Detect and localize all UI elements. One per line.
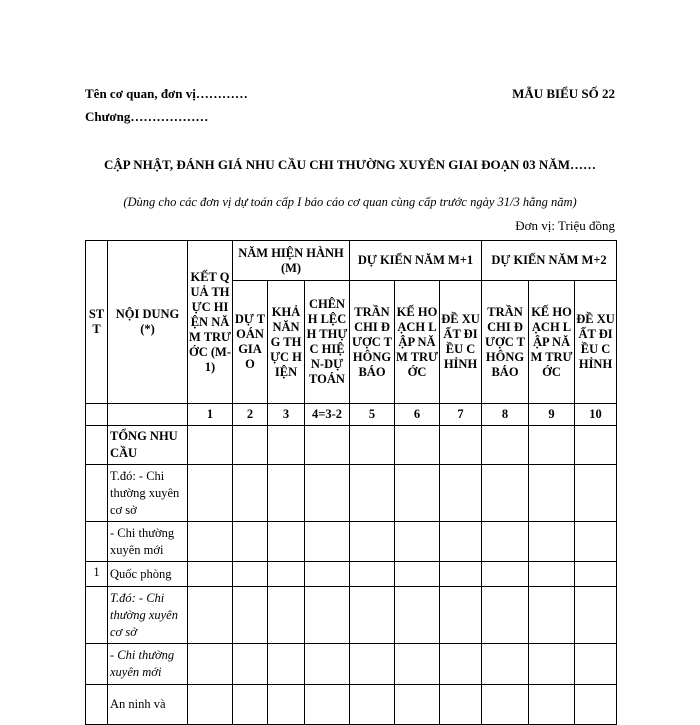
col-m2-proposal-header: ĐỀ XUẤT ĐIỀU CHỈNH (575, 281, 617, 404)
data-cell (482, 562, 529, 587)
table-row (86, 587, 617, 644)
col-number: 9 (529, 404, 575, 426)
data-cell (350, 644, 395, 685)
data-cell (575, 522, 617, 562)
data-cell (575, 587, 617, 644)
header-row-1 (86, 241, 617, 281)
data-cell (395, 644, 440, 685)
col-number: 2 (233, 404, 268, 426)
data-cell (575, 685, 617, 725)
data-cell (482, 426, 529, 465)
data-cell (233, 644, 268, 685)
row-stt (86, 426, 108, 465)
table-row (86, 685, 617, 725)
table-row (86, 426, 617, 465)
table-row (86, 644, 617, 685)
agency-name-field: Tên cơ quan, đơn vị………… (85, 86, 248, 101)
row-content: - Chi thường xuyên mới (108, 522, 188, 562)
data-cell (188, 587, 233, 644)
col-number: 8 (482, 404, 529, 426)
data-cell (350, 426, 395, 465)
col-result-header: KẾT QUẢ THỰC HIỆN NĂM TRƯỚC (M-1) (188, 241, 233, 404)
data-cell (233, 685, 268, 725)
data-cell (440, 522, 482, 562)
row-content: T.đó: - Chi thường xuyên cơ sở (108, 587, 188, 644)
data-cell (268, 562, 305, 587)
data-cell (305, 562, 350, 587)
col-m1-proposal-header: ĐỀ XUẤT ĐIỀU CHỈNH (440, 281, 482, 404)
data-cell (440, 465, 482, 522)
table-row (86, 562, 617, 587)
row-content: Quốc phòng (108, 562, 188, 587)
data-cell (575, 644, 617, 685)
data-cell (188, 685, 233, 725)
row-stt (86, 587, 108, 644)
col-m1-ceiling-header: TRẦN CHI ĐƯỢC THÔNG BÁO (350, 281, 395, 404)
data-cell (188, 522, 233, 562)
data-cell (350, 685, 395, 725)
col-estimate-header: DỰ TOÁN GIAO (233, 281, 268, 404)
document-subtitle: (Dùng cho các đơn vị dự toán cấp I báo cáo cơ quan cùng cấp trước ngày 31/3 hằng năm) (123, 195, 577, 209)
year-m2-group-header: DỰ KIẾN NĂM M+2 (482, 241, 617, 281)
data-cell (350, 465, 395, 522)
data-cell (188, 644, 233, 685)
data-cell (305, 587, 350, 644)
col-number: 4=3-2 (305, 404, 350, 426)
table-row (86, 465, 617, 522)
data-cell (233, 426, 268, 465)
data-cell (529, 426, 575, 465)
table-row (86, 522, 617, 562)
data-cell (440, 685, 482, 725)
data-cell (305, 522, 350, 562)
data-cell (482, 587, 529, 644)
col-m2-ceiling-header: TRẦN CHI ĐƯỢC THÔNG BÁO (482, 281, 529, 404)
col-number-blank (86, 404, 108, 426)
form-number: MẪU BIỂU SỐ 22 (512, 86, 615, 101)
data-cell (268, 465, 305, 522)
year-m1-group-header: DỰ KIẾN NĂM M+1 (350, 241, 482, 281)
data-cell (268, 426, 305, 465)
data-cell (529, 562, 575, 587)
data-cell (305, 465, 350, 522)
row-stt (86, 522, 108, 562)
data-cell (575, 465, 617, 522)
row-content: TỔNG NHU CẦU (108, 426, 188, 465)
data-cell (233, 562, 268, 587)
data-cell (233, 465, 268, 522)
row-content: - Chi thường xuyên mới (108, 644, 188, 685)
data-cell (268, 587, 305, 644)
data-cell (575, 426, 617, 465)
row-content: T.đó: - Chi thường xuyên cơ sở (108, 465, 188, 522)
row-stt (86, 465, 108, 522)
data-cell (350, 522, 395, 562)
row-stt (86, 644, 108, 685)
col-diff-header: CHÊNH LỆCH THỰC HIỆN-DỰ TOÁN (305, 281, 350, 404)
col-m1-plan-header: KẾ HOẠCH LẬP NĂM TRƯỚC (395, 281, 440, 404)
data-cell (529, 587, 575, 644)
budget-table (85, 240, 617, 725)
chapter-field: Chương……………… (85, 109, 209, 124)
col-number: 1 (188, 404, 233, 426)
row-content: An ninh và (108, 685, 188, 725)
data-cell (305, 644, 350, 685)
data-cell (395, 587, 440, 644)
data-cell (440, 426, 482, 465)
row-stt: 1 (86, 562, 108, 587)
data-cell (233, 522, 268, 562)
row-stt (86, 685, 108, 725)
unit-label: Đơn vị: Triệu đồng (515, 218, 615, 233)
data-cell (268, 685, 305, 725)
col-content-header: NỘI DUNG (*) (108, 241, 188, 404)
data-cell (440, 562, 482, 587)
data-cell (188, 562, 233, 587)
col-m2-plan-header: KẾ HOẠCH LẬP NĂM TRƯỚC (529, 281, 575, 404)
data-cell (268, 522, 305, 562)
data-cell (529, 644, 575, 685)
data-cell (395, 465, 440, 522)
document-title: CẬP NHẬT, ĐÁNH GIÁ NHU CẦU CHI THƯỜNG XUYÊN GIAI ĐOẠN 03 NĂM…… (104, 157, 596, 172)
column-number-row (86, 404, 617, 426)
data-cell (482, 522, 529, 562)
data-cell (575, 562, 617, 587)
col-stt-header: STT (86, 241, 108, 404)
data-cell (233, 587, 268, 644)
data-cell (305, 685, 350, 725)
col-perform-header: KHẢ NĂNG THỰC HIỆN (268, 281, 305, 404)
col-number: 10 (575, 404, 617, 426)
data-cell (529, 522, 575, 562)
data-cell (529, 685, 575, 725)
data-cell (268, 644, 305, 685)
col-number: 5 (350, 404, 395, 426)
current-year-group-header: NĂM HIỆN HÀNH (M) (233, 241, 350, 281)
data-cell (440, 587, 482, 644)
data-cell (350, 587, 395, 644)
data-cell (482, 685, 529, 725)
data-cell (395, 562, 440, 587)
data-cell (482, 465, 529, 522)
data-cell (529, 465, 575, 522)
col-number: 3 (268, 404, 305, 426)
data-cell (395, 685, 440, 725)
data-cell (350, 562, 395, 587)
data-cell (188, 426, 233, 465)
data-cell (305, 426, 350, 465)
col-number: 7 (440, 404, 482, 426)
col-number: 6 (395, 404, 440, 426)
data-cell (395, 522, 440, 562)
col-number-blank (108, 404, 188, 426)
data-cell (188, 465, 233, 522)
data-cell (440, 644, 482, 685)
data-cell (482, 644, 529, 685)
data-cell (395, 426, 440, 465)
